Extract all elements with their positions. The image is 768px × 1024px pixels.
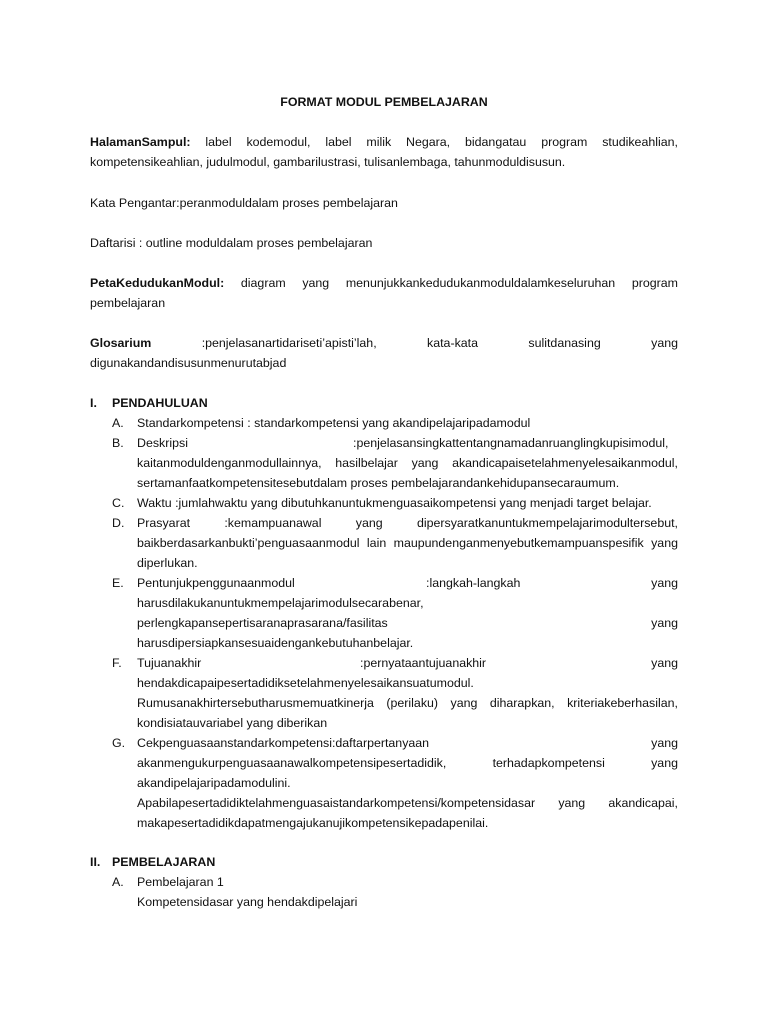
section-1-number: I. bbox=[90, 396, 97, 410]
item-f-line-1: Tujuanakhir :pernyataantujuanakhir yang bbox=[137, 656, 678, 670]
glosarium-line-2: digunakandandisusunmenurutabjad bbox=[90, 356, 287, 370]
item-f-line-4: kondisiatauvariabel yang diberikan bbox=[137, 716, 328, 730]
item-e-line-4: harusdipersiapkansesuaidengankebutuhanbelajar. bbox=[137, 636, 414, 650]
kata-pengantar: Kata Pengantar:peranmoduldalam proses pembelajaran bbox=[90, 196, 398, 210]
glosarium-label: Glosarium bbox=[90, 336, 152, 350]
item-g-line-4: Apabilapesertadidiktelahmenguasaistandarkompetensi/kompetensidasar yang akandicapai, bbox=[137, 796, 678, 810]
item-g-line-1: Cekpenguasaanstandarkompetensi:daftarpertanyaan yang bbox=[137, 736, 678, 750]
peta-kedudukan-line-1: PetaKedudukanModul: diagram yang menunjukkankedudukanmoduldalamkeseluruhan program bbox=[90, 273, 678, 293]
item-c-text: Waktu :jumlahwaktu yang dibutuhkanuntukmenguasaikompetensi yang menjadi target belajar. bbox=[137, 496, 652, 510]
item-d-letter: D. bbox=[112, 516, 125, 530]
item-e-line-1: Pentunjukpenggunaanmodul :langkah-langkah yang bbox=[137, 576, 678, 590]
item-2a-letter: A. bbox=[112, 875, 124, 889]
section-2-heading: PEMBELAJARAN bbox=[112, 855, 216, 869]
item-c-letter: C. bbox=[112, 496, 125, 510]
item-d-line-3: diperlukan. bbox=[137, 556, 198, 570]
item-g-line-2: akanmengukurpenguasaanawalkompetensipesertadidik, terhadapkompetensi yang bbox=[137, 756, 678, 770]
kata-pengantar-label: Kata Pengantar: bbox=[90, 196, 180, 210]
item-e-letter: E. bbox=[112, 576, 124, 590]
glosarium-line-1: Glosarium :penjelasanartidariseti’apisti’lah, kata-kata sulitdanasing yang bbox=[90, 333, 678, 353]
peta-kedudukan-line-2: pembelajaran bbox=[90, 296, 166, 310]
document-title: FORMAT MODUL PEMBELAJARAN bbox=[280, 95, 488, 109]
halaman-sampul-line-1: HalamanSampul: label kodemodul, label milik Negara, bidangatau program studikeahlian, bbox=[90, 132, 678, 152]
item-e-line-2: harusdilakukanuntukmempelajarimodulsecarabenar, bbox=[137, 596, 424, 610]
item-2a-text: Pembelajaran 1 bbox=[137, 875, 224, 889]
item-e-line-3: perlengkapansepertisaranaprasarana/fasilitas yang bbox=[137, 616, 678, 630]
item-a-text: Standarkompetensi : standarkompetensi yang akandipelajaripadamodul bbox=[137, 416, 531, 430]
daftar-isi: Daftarisi : outline moduldalam proses pembelajaran bbox=[90, 236, 373, 250]
item-2a-sub: Kompetensidasar yang hendakdipelajari bbox=[137, 895, 358, 909]
item-f-line-3: Rumusanakhirtersebutharusmemuatkinerja (perilaku) yang diharapkan, kriteriakeberhasilan, bbox=[137, 696, 678, 710]
daftar-isi-label: Daftarisi : bbox=[90, 236, 143, 250]
item-b-line-1: Deskripsi :penjelasansingkattentangnamadanruanglingkupisimodul, bbox=[137, 436, 669, 450]
halaman-sampul-line-2: kompetensikeahlian, judulmodul, gambarilustrasi, tulisanlembaga, tahunmoduldisusun. bbox=[90, 155, 566, 169]
section-2-number: II. bbox=[90, 855, 101, 869]
peta-kedudukan-label: PetaKedudukanModul: bbox=[90, 276, 225, 290]
item-f-line-2: hendakdicapaipesertadidiksetelahmenyelesaikansuatumodul. bbox=[137, 676, 474, 690]
item-g-line-5: makapesertadidikdapatmengajukanujikompetensikepadapenilai. bbox=[137, 816, 489, 830]
item-d-line-1: Prasyarat :kemampuanawal yang dipersyaratkanuntukmempelajarimodultersebut, bbox=[137, 516, 678, 530]
item-d-line-2: baikberdasarkanbukti’penguasaanmodul lain maupundenganmenyebutkemampuanspesifik yang bbox=[137, 536, 678, 550]
section-1-heading: PENDAHULUAN bbox=[112, 396, 208, 410]
item-f-letter: F. bbox=[112, 656, 122, 670]
halaman-sampul-label: HalamanSampul: bbox=[90, 135, 191, 149]
item-g-line-3: akandipelajaripadamodulini. bbox=[137, 776, 291, 790]
item-b-line-3: sertamanfaatkompetensitesebutdalam proses pembelajarandankehidupansecaraumum. bbox=[137, 476, 620, 490]
item-g-letter: G. bbox=[112, 736, 126, 750]
item-b-line-2: kaitanmoduldenganmodullainnya, hasilbelajar yang akandicapaisetelahmenyelesaikanmodul, bbox=[137, 456, 678, 470]
item-a-letter: A. bbox=[112, 416, 124, 430]
item-b-letter: B. bbox=[112, 436, 124, 450]
